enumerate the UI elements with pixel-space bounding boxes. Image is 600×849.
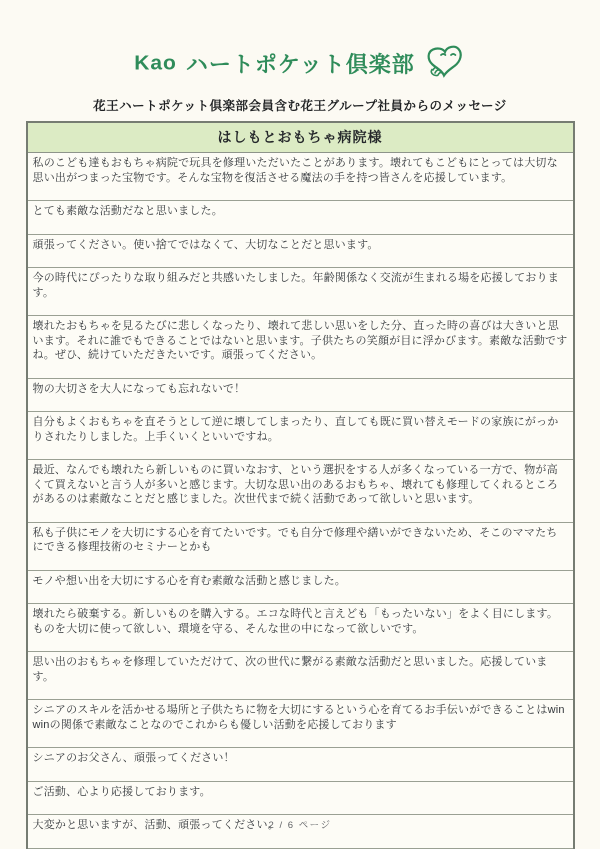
kao-logo: Kao (134, 52, 177, 74)
message-text: 自分もよくおもちゃを直そうとして逆に壊してしまったり、直しても既に買い替えモードの家族にがっかりされたりしました。上手くいくといいですね。 (32, 416, 559, 443)
message-row (28, 748, 573, 782)
heart-face-mascot-icon (424, 44, 466, 85)
message-row (28, 782, 573, 816)
message-text: シニアのスキルを活かせる場所と子供たちに物を大切にするという心を育てるお手伝いができることはwinwinの関係で素敵なことなのでこれからも優しい活動を応援しております (32, 704, 565, 731)
header-logo-row (0, 42, 600, 85)
message-row (28, 379, 573, 413)
message-text: とても素敵な活動だなと思いました。 (32, 205, 223, 217)
message-text: 今の時代にぴったりな取り組みだと共感いたしました。年齢関係なく交流が生まれる場を応援しております。 (32, 272, 559, 299)
message-row (28, 153, 573, 201)
messages-table (26, 121, 575, 849)
message-row (28, 201, 573, 235)
message-row (28, 316, 573, 379)
message-text: 物の大切さを大人になっても忘れないで！ (32, 382, 246, 395)
page-number: 2 / 6 ページ (268, 820, 332, 831)
message-text: 壊れたおもちゃを見るたびに悲しくなったり、壊れて悲しい思いをした分、直った時の喜びは大きいと思います。それに誰でもできることではないと思います。子供たちの笑顔が目に浮かびます。素敵な活動ですね。ぜひ、続けていただきたいです。頑張ってください。 (32, 320, 568, 361)
message-text: 最近、なんでも壊れたら新しいものに買いなおす、という選択をする人が多くなっている一方で、物が高くて買えないと言う人が多いと感じます。大切な思い出のあるおもちゃ、壊れても修理してくれるところがあるのは素敵なことだと感じました。次世代まで続く活動であって欲しいと思います。 (32, 464, 559, 505)
recipient-title: はしもとおもちゃ病院様 (28, 123, 573, 153)
message-rows (28, 153, 573, 849)
message-text: 私のこども達もおもちゃ病院で玩具を修理いただいたことがあります。壊れてもこどもにとっては大切な思い出がつまった宝物です。そんな宝物を復活させる魔法の手を持つ皆さんを応援しています。 (32, 157, 558, 184)
message-row (28, 460, 573, 523)
message-row (28, 268, 573, 316)
club-title: ハートポケット倶楽部 (185, 52, 415, 77)
message-row (28, 235, 573, 269)
document-subtitle: 花王ハートポケット倶楽部会員含む花王グループ社員からのメッセージ (93, 99, 507, 113)
message-row (28, 604, 573, 652)
message-text: シニアのお父さん、頑張ってください！ (32, 752, 235, 764)
message-row (28, 523, 573, 571)
message-row (28, 412, 573, 460)
message-text: 頑張ってください。使い捨てではなくて、大切なことだと思います。 (32, 238, 379, 251)
message-text: モノや想い出を大切にする心を育む素敵な活動と感じました。 (32, 574, 346, 587)
message-row (28, 652, 573, 700)
message-text: 大変かと思いますが、活動、頑張ってください。 (32, 819, 279, 831)
message-text: 思い出のおもちゃを修理していただけて、次の世代に繋がる素敵な活動だと思いました。応援しています。 (32, 656, 548, 683)
message-row (28, 700, 573, 748)
message-text: 壊れたら破棄する。新しいものを購入する。エコな時代と言えども「もったいない」をよく目にします。ものを大切に使って欲しい、環境を守る、そんな世の中になって欲しいです。 (32, 608, 559, 635)
message-row (28, 571, 573, 605)
message-text: 私も子供にモノを大切にする心を育てたいです。でも自分で修理や繕いができないため、そこのママたちにできる修理技術のセミナーとかも (32, 526, 558, 553)
message-text: ご活動、心より応援しております。 (32, 785, 211, 798)
